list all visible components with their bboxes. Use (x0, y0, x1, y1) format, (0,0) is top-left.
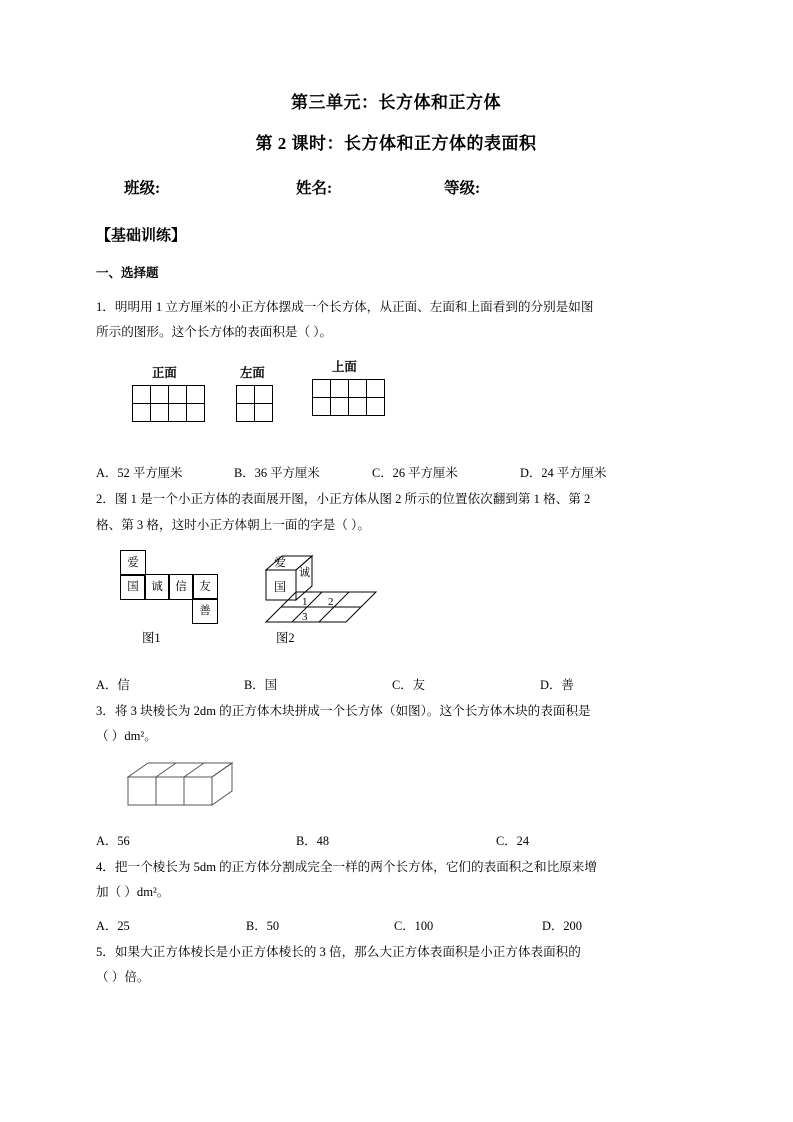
rectangular-prism-figure (118, 759, 278, 826)
cube-on-floor-figure (246, 550, 416, 650)
question-2-line-2: 格、第 3 格，这时小正方体朝上一面的字是（ ）。 (96, 517, 370, 532)
cube-char-side: 诚 (299, 566, 310, 579)
net-cell-ai: 爱 (120, 550, 146, 576)
lesson-title: 第 2 课时：长方体和正方体的表面积 (255, 134, 537, 153)
figure-caption-2: 图2 (276, 630, 295, 645)
question-4-line-2: 加（ ）dm²。 (96, 885, 170, 900)
name-label: 姓名: (296, 180, 333, 197)
q1-option-c[interactable]: C．26 平方厘米 (372, 466, 458, 481)
question-4-line-1: 4．把一个棱长为 5dm 的正方体分割成完全一样的两个长方体，它们的表面积之和比原来增 (96, 860, 597, 875)
q3-option-a[interactable]: A．56 (96, 834, 130, 849)
question-3-line-2: （ ）dm²。 (96, 728, 157, 743)
page-content (96, 88, 696, 994)
q4-option-d[interactable]: D．200 (542, 918, 582, 933)
q2-option-b[interactable]: B．国 (244, 677, 278, 692)
question-1-line-2: 所示的图形。这个长方体的表面积是（ ）。 (96, 325, 333, 340)
question-5 (96, 940, 696, 990)
q1-option-b[interactable]: B．36 平方厘米 (234, 466, 320, 481)
question-3-options (96, 831, 696, 849)
grade-label: 等级: (444, 180, 481, 197)
question-5-line-2: （ ）倍。 (96, 969, 150, 984)
part-one-heading: 一、选择题 (96, 266, 159, 280)
q1-option-d[interactable]: D．24 平方厘米 (520, 466, 607, 481)
question-2-options (96, 675, 696, 693)
net-cell-xin: 信 (168, 574, 194, 600)
figure-label-front: 正面 (152, 366, 177, 381)
q3-option-b[interactable]: B．48 (296, 834, 330, 849)
question-2 (96, 487, 696, 537)
question-3 (96, 699, 696, 749)
q2-option-c[interactable]: C．友 (392, 677, 426, 692)
grid-front-view (132, 385, 205, 422)
figure-caption-1: 图1 (142, 630, 161, 645)
q4-option-a[interactable]: A．25 (96, 918, 130, 933)
cube-char-front: 国 (274, 579, 287, 594)
class-label: 班级: (124, 180, 161, 197)
question-1-options (96, 463, 696, 481)
section-basic-training: 【基础训练】 (96, 228, 187, 244)
q4-option-c[interactable]: C．100 (394, 918, 434, 933)
student-info-row (124, 176, 696, 198)
q2-option-d[interactable]: D．善 (540, 677, 574, 692)
question-2-figure (96, 550, 696, 665)
net-cell-shan: 善 (192, 598, 218, 624)
page-title: 第三单元：长方体和正方体 (291, 93, 501, 112)
net-cell-you: 友 (192, 574, 218, 600)
question-1-figure (96, 357, 696, 453)
question-1-line-1: 1．明明用 1 立方厘米的小正方体摆成一个长方体，从正面、左面和上面看到的分别是如图 (96, 300, 594, 314)
net-cell-guo: 国 (120, 574, 146, 600)
floor-number-2: 2 (328, 595, 334, 608)
question-1 (96, 295, 696, 345)
question-4 (96, 855, 696, 905)
question-2-line-1: 2．图 1 是一个小正方体的表面展开图，小正方体从图 2 所示的位置依次翻到第 1 格、第 2 (96, 492, 591, 507)
q1-option-a[interactable]: A．52 平方厘米 (96, 466, 183, 481)
grid-top-view (312, 379, 385, 416)
q2-option-a[interactable]: A．信 (96, 677, 130, 692)
floor-number-3: 3 (302, 610, 308, 623)
figure-label-top: 上面 (332, 360, 357, 375)
cube-floor-svg (246, 550, 416, 650)
q3-option-c[interactable]: C．24 (496, 834, 530, 849)
prism-svg (118, 759, 278, 821)
floor-number-1: 1 (302, 595, 308, 608)
q4-option-b[interactable]: B．50 (246, 918, 280, 933)
grid-left-view (236, 385, 273, 422)
cube-char-top: 爱 (274, 554, 287, 569)
figure-label-left: 左面 (240, 366, 265, 381)
question-4-options (96, 916, 696, 934)
question-3-figure (96, 759, 696, 821)
net-cell-cheng: 诚 (144, 574, 170, 600)
question-5-line-1: 5．如果大正方体棱长是小正方体棱长的 3 倍，那么大正方体表面积是小正方体表面积的 (96, 944, 581, 959)
question-3-line-1: 3．将 3 块棱长为 2dm 的正方体木块拼成一个长方体（如图）。这个长方体木块的表面积是 (96, 703, 591, 718)
